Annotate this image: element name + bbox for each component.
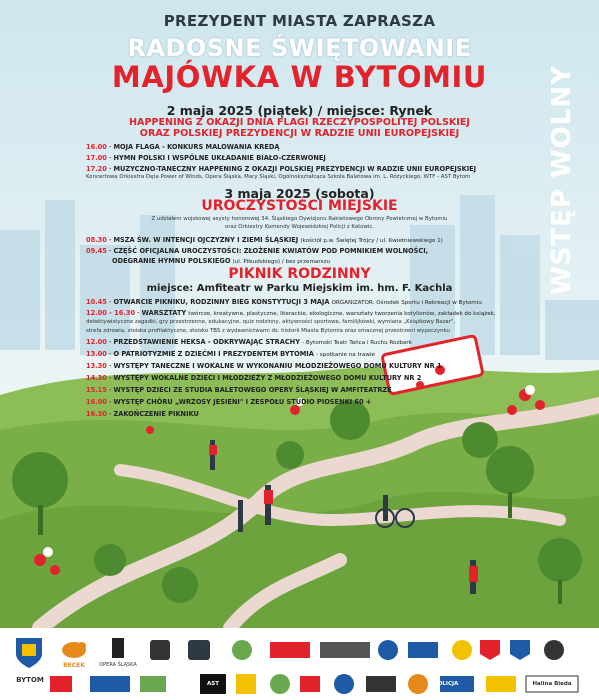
opera-icon [110,636,126,660]
list-item: 12.00 - 16.30 - WARSZTATY twórcze, kreatywne, plastyczne, literackie, ekologiczne, warsztaty tworzenia kotylionów, zakładek do książek, [86,309,496,317]
list-item: 10.45 - OTWARCIE PIKNIKU, RODZINNY BIEG KONSTYTUCJI 3 MAJA ORGANIZATOR: Ośrodek Sportu i Rekreacji w Bytomiu [86,298,482,306]
happening-line-1: HAPPENING Z OKAZJI DNIA FLAGI RZECZYPOSPOLITEJ POLSKIEJ [128,117,470,128]
bytom-logo-text: BYTOM [16,676,44,684]
invitation-line: PREZYDENT MIASTA ZAPRASZA [163,12,436,30]
list-item: 17.00 - HYMN POLSKI I WSPÓLNE UKŁADANIE BIAŁO-CZERWONEJ [86,154,326,162]
list-item: 16.30 - ZAKOŃCZENIE PIKNIKU [86,410,199,418]
workshops-detail: strefa zdrowia, stoiska profilaktyczne, stoisko TBS z wydawnictwami ds. historii Miasta Bytomia oraz smacznej przestrzeni wypoczynku [86,328,450,334]
list-item: 09.45 - CZĘŚĆ OFICJALNA UROCZYSTOŚCI: ZŁOŻENIE KWIATÓW POD POMNIKIEM WOLNOŚCI, [86,247,429,255]
halina-logo-text: Halina Bieda [532,681,572,687]
happening-line-2: ORAZ POLSKIEJ PREZYDENCJI W RADZIE UNII EUROPEJSKIEJ [139,128,460,139]
day2-date: 3 maja 2025 (sobota) [224,186,375,201]
list-item: 13.30 - WYSTĘPY TANECZNE I WOKALNE W WYKONANIU MŁODZIEŻOWEGO DOMU KULTURY NR 1 [86,362,442,370]
becek-logo-text: BECEK [63,662,85,669]
picnic-place: miejsce: Amfiteatr w Parku Miejskim im. hm. F. Kachla [146,283,453,294]
ceremony-sub-1: Z udziałem wojskowej asysty honorowej 34. Śląskiego Dywizjonu Rakietowego Obrony Powietrznej w Bytomiu [151,216,448,222]
becek-dog-icon [60,638,88,660]
partner-logos-row-2 [10,672,590,696]
ceremony-title: UROCZYSTOŚCI MIEJSKIE [201,198,398,214]
list-item: 15.15 - WYSTĘP DZIECI ZE STUDIA BALETOWEGO OPERY ŚLĄSKIEJ W AMFITEATRZE [86,386,392,394]
list-item: 12.00 - PRZEDSTAWIENIE HEKSA - ODKRYWAJĄC STRACHY - Bytomski Teatr Tańca i Ruchu Rozbark [86,338,412,346]
list-item: 16.00 - WYSTĘP CHÓRU „WRZOSY JESIENI" I ZESPOŁU STUDIO PIOSENKI 60 + [86,398,372,406]
policja-logo-text: POLICJA [433,681,459,687]
list-item: 13.00 - O PATRIOTYZMIE Z DZIEĆMI I PREZYDENTEM BYTOMIA - spotkanie na trawie [86,350,375,358]
list-item: ODEGRANIE HYMNU POLSKIEGO (ul. Piłsudskiego) / bez przemarszu [112,257,331,265]
bytom-crest-icon [14,636,44,670]
ceremony-sub-2: oraz Orkiestry Komendy Wojewódzkiej Policji z Katowic. [224,224,375,230]
partner-logos-row-1 [150,638,599,662]
picnic-title: PIKNIK RODZINNY [228,266,371,282]
day1-date: 2 maja 2025 (piątek) / miejsce: Rynek [166,103,433,118]
opera-logo-text: OPERA ŚLĄSKA [99,662,137,668]
workshops-detail: detektywistyczne zagadki, gry przestrzenne, edukacyjne, quiz rodzinny, aktywności sportowe, familijkówki, wymiana „Książkowy Bazar", [86,319,456,325]
ast-logo-text: AST [207,681,219,687]
sponsor-logos [0,628,599,700]
performers-list: Koncertowa Orkiestra Dęta Power of Winds, Opera Śląska, Mary Śląski, Ogólnokształcąca Szkoła Baletowa im. L. Różyckiego, WTF - AST Bytom [86,174,471,180]
title-line-1: RADOSNE ŚWIĘTOWANIE [127,34,472,62]
list-item: 16.00 - MOJA FLAGA - KONKURS MALOWANIA KREDĄ [86,143,280,151]
list-item: 14.30 - WYSTĘPY WOKALNE DZIECI I MŁODZIEŻY Z MŁODZIEŻOWEGO DOMU KULTURY NR 2 [86,374,422,382]
list-item: 08.30 - MSZA ŚW. W INTENCJI OJCZYZNY I ZIEMI ŚLĄSKIEJ (kościół p.w. Świętej Trójcy / ul. Kwietniewskiego 1) [86,236,443,244]
free-entry-text: WSTĘP WOLNY [547,65,577,295]
list-item: 17.20 - MUZYCZNO-TANECZNY HAPPENING Z OKAZJI POLSKIEJ PREZYDENCJI W RADZIE UNII EUROPEJSKIEJ [86,165,477,173]
title-line-2: MAJÓWKA W BYTOMIU [111,60,488,94]
